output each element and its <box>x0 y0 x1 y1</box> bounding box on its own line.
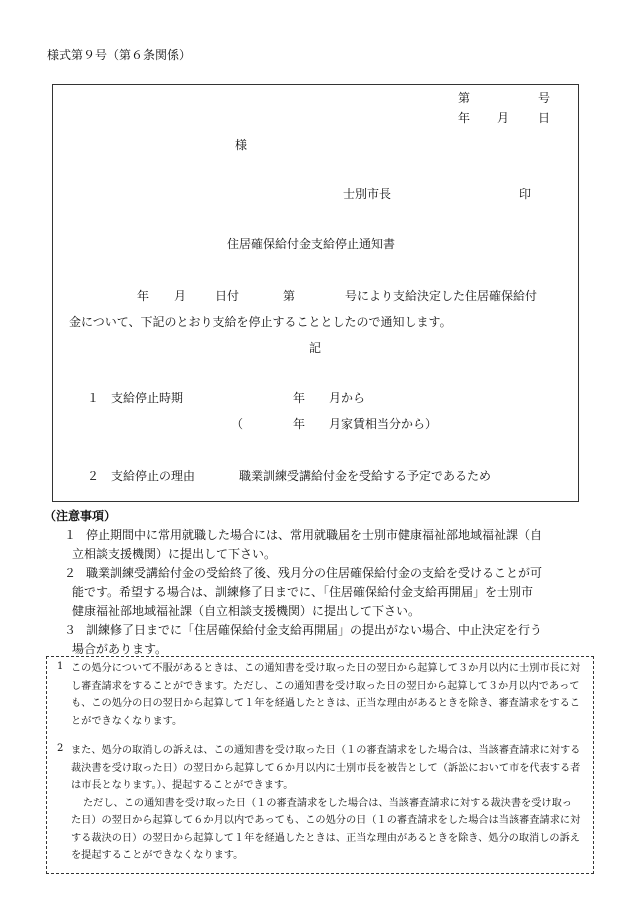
caution-2-number: ２ <box>64 566 77 580</box>
form-number: 様式第９号（第６条関係） <box>47 48 192 62</box>
issuer-name: 士別市長 <box>343 187 392 201</box>
caution-3-number: ３ <box>64 623 77 637</box>
notice-paragraph-1: この処分について不服があるときは、この通知書を受け取った日の翌日から起算して３か月以内に士別市長に対し審査請求をすることができます。ただし、この通知書を受け取った日の翌日から起算して３か月以内であっても、この処分の日の翌日から起算して１年を経過したときは、正当な理由があるときを除き、審査請求をすることができなくなります。 <box>71 663 581 727</box>
appeal-notice-box <box>46 656 594 874</box>
date-month: 月 <box>497 111 510 125</box>
body-year: 年 <box>137 289 150 303</box>
item-1-year: 年 <box>293 391 306 405</box>
notice-1-number: 1 <box>57 661 64 672</box>
notice-document-box <box>52 84 579 502</box>
seal-mark: 印 <box>519 187 532 201</box>
body-number-prefix: 第 <box>283 289 296 303</box>
notice-paragraph-3: ただし、この通知書を受け取った日（１の審査請求をした場合は、当該審査請求に対する裁決書を受け取った日）の翌日から起算して６か月以内であっても、この処分の日（１の審査請求をした場合は当該審査請求に対する裁決の日）の翌日から起算して１年を経過したときは、正当な理由があるときを除き、処分の取消しの訴えを提起することができなくなります。 <box>71 797 581 861</box>
notice-2-number: 2 <box>57 743 64 754</box>
caution-3-line-1: 訓練修了日までに「住居確保給付金支給再開届」の提出がない場合、中止決定を行う <box>86 623 543 637</box>
item-1-year-2: 年 <box>293 417 306 431</box>
body-line2: 金について、下記のとおり支給を停止することとしたので通知します。 <box>69 315 452 329</box>
item-1-label: 支給停止時期 <box>111 391 184 405</box>
caution-2-line-2: 能です。希望する場合は、訓練修了日までに、「住居確保給付金支給再開届」を士別市 <box>72 585 534 599</box>
body-line1-rest: 号により支給決定した住居確保給付 <box>345 289 538 303</box>
doc-number-prefix: 第 <box>458 91 471 105</box>
item-1-paren-open: （ <box>231 417 244 431</box>
item-1-month-from: 月から <box>329 391 366 405</box>
body-month: 月 <box>174 289 187 303</box>
document-title: 住居確保給付金支給停止通知書 <box>227 237 396 251</box>
item-2-number: ２ <box>87 469 100 483</box>
caution-1-line-1: 停止期間中に常用就職した場合には、常用就職届を士別市健康福祉部地域福祉課（自 <box>86 528 543 542</box>
doc-number-suffix: 号 <box>538 91 551 105</box>
caution-3-line-2: 場合があります。 <box>72 642 168 656</box>
item-2-label: 支給停止の理由 <box>111 469 196 483</box>
addressee-honorific: 様 <box>235 138 248 152</box>
caution-heading: （注意事項） <box>44 509 117 523</box>
item-1-rent-text: 月家賃相当分から） <box>329 417 438 431</box>
date-day: 日 <box>538 111 551 125</box>
item-2-reason: 職業訓練受講給付金を受給する予定であるため <box>239 469 492 483</box>
caution-2-line-1: 職業訓練受講給付金の受給終了後、残月分の住居確保給付金の支給を受けることが可 <box>86 566 543 580</box>
body-date-suffix: 日付 <box>215 289 240 303</box>
caution-1-number: １ <box>64 528 77 542</box>
ki-mark: 記 <box>309 341 322 355</box>
item-1-number: １ <box>87 391 100 405</box>
notice-paragraph-2: また、処分の取消しの訴えは、この通知書を受け取った日（１の審査請求をした場合は、当該審査請求に対する裁決書を受け取った日）の翌日から起算して６か月以内に士別市長を被告として（訴訟において市を代表する者は市長となります。）、提起することができます。 <box>71 745 581 791</box>
caution-2-line-3: 健康福祉部地域福祉課（自立相談支援機関）に提出して下さい。 <box>72 604 421 618</box>
date-year: 年 <box>458 111 471 125</box>
caution-1-line-2: 立相談支援機関）に提出して下さい。 <box>72 547 277 561</box>
